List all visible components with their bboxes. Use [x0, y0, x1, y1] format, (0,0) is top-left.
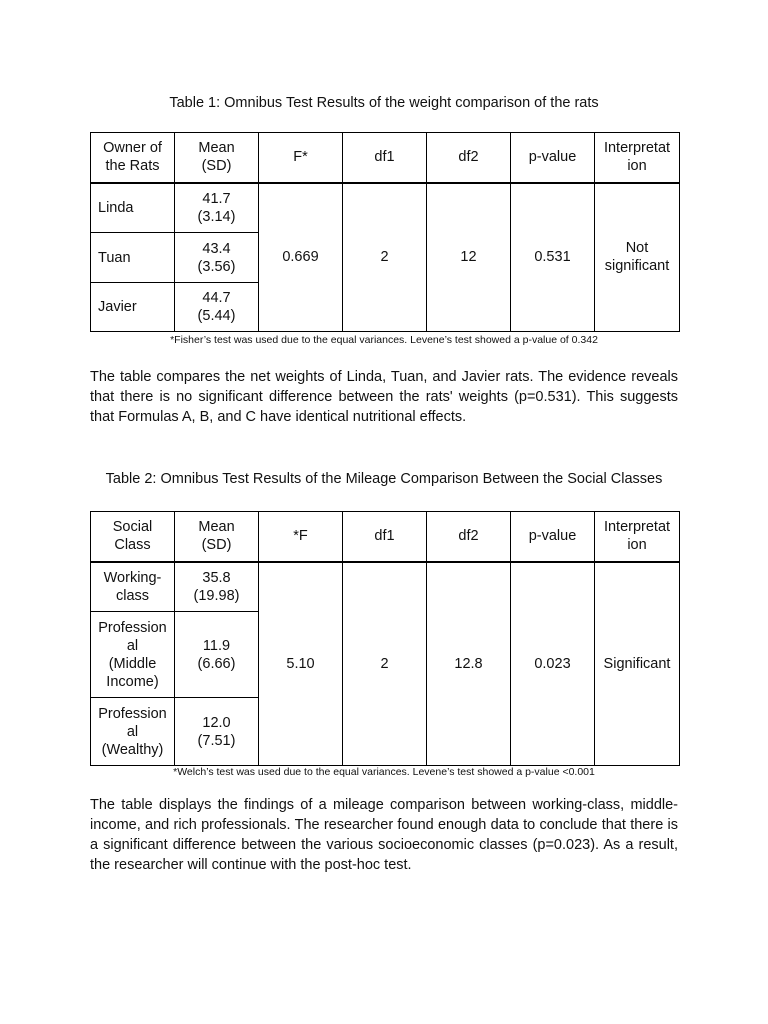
table2-df1-cell: 2 [343, 562, 427, 766]
table2-class-cell: Working- class [91, 562, 175, 612]
table1-f-cell: 0.669 [259, 183, 343, 332]
paragraph-1: The table compares the net weights of Linda, Tuan, and Javier rats. The evidence reveals that there is no significant difference between the rats' weights (p=0.531). This suggests that Formulas A, B, and C have identical nutritional effects. [90, 369, 678, 425]
table1-interpretation-cell: Not significant [595, 183, 680, 332]
table2-pvalue-cell: 0.023 [511, 562, 595, 766]
table2-class-cell: Profession al (Wealthy) [91, 698, 175, 766]
table2-header-f: *F [259, 512, 343, 562]
table1-header-interpretation: Interpretat ion [595, 133, 680, 183]
table2-header-interpretation: Interpretat ion [595, 512, 680, 562]
table2-df2-cell: 12.8 [427, 562, 511, 766]
table1-mean-cell: 43.4 (3.56) [175, 233, 259, 283]
paragraph-2: The table displays the findings of a mileage comparison between working-class, middle-income, and rich professionals. The researcher found enough data to conclude that there is a significant difference between the various socioeconomic classes (p=0.023). As a result, the researcher will continue with the post-hoc test. [90, 797, 678, 873]
table1-header-owner: Owner of the Rats [91, 133, 175, 183]
table-row [91, 562, 680, 612]
table1-header-f: F* [259, 133, 343, 183]
table2-interpretation-cell: Significant [595, 562, 680, 766]
table2-mean-cell: 11.9 (6.66) [175, 612, 259, 698]
table1-owner-cell: Javier [91, 283, 175, 332]
table2-class-cell: Profession al (Middle Income) [91, 612, 175, 698]
table2-f-cell: 5.10 [259, 562, 343, 766]
table1-header-pvalue: p-value [511, 133, 595, 183]
table1-footnote: *Fisher’s test was used due to the equal variances. Levene’s test showed a p-value of 0.342 [170, 334, 598, 346]
table2-header-social-class: Social Class [91, 512, 175, 562]
table1-pvalue-cell: 0.531 [511, 183, 595, 332]
table1 [90, 132, 680, 332]
table1-header-df1: df1 [343, 133, 427, 183]
table1-df1-cell: 2 [343, 183, 427, 332]
table2-header-pvalue: p-value [511, 512, 595, 562]
table2-caption: Table 2: Omnibus Test Results of the Mileage Comparison Between the Social Classes [105, 471, 663, 487]
table2 [90, 511, 680, 766]
table2-header-df1: df1 [343, 512, 427, 562]
table2-mean-cell: 12.0 (7.51) [175, 698, 259, 766]
table2-footnote: *Welch’s test was used due to the equal variances. Levene’s test showed a p-value <0.001 [173, 766, 595, 778]
table2-header-mean: Mean (SD) [175, 512, 259, 562]
table1-df2-cell: 12 [427, 183, 511, 332]
table2-mean-cell: 35.8 (19.98) [175, 562, 259, 612]
table2-header-row [91, 512, 680, 562]
table1-mean-cell: 44.7 (5.44) [175, 283, 259, 332]
table2-header-df2: df2 [427, 512, 511, 562]
table1-header-row [91, 133, 680, 183]
table1-header-mean: Mean (SD) [175, 133, 259, 183]
table1-owner-cell: Linda [91, 183, 175, 233]
table1-caption: Table 1: Omnibus Test Results of the weight comparison of the rats [169, 95, 599, 111]
table1-owner-cell: Tuan [91, 233, 175, 283]
table1-header-df2: df2 [427, 133, 511, 183]
table-row [91, 183, 680, 233]
table1-mean-cell: 41.7 (3.14) [175, 183, 259, 233]
